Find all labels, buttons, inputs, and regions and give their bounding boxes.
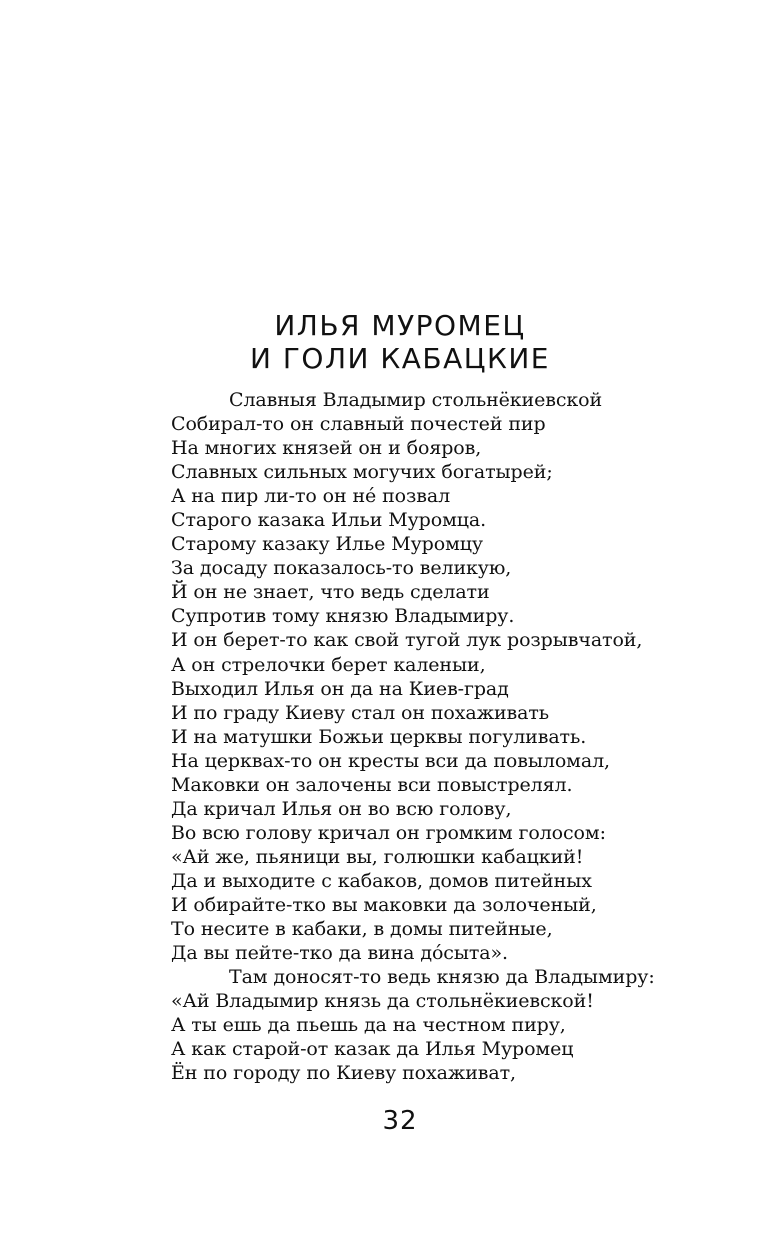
poem-verse [171, 388, 731, 1085]
verse-line: На многих князей он и бояров, [171, 437, 482, 460]
verse-line: «Ай же, пьяници вы, голюшки кабацкий! [171, 845, 584, 868]
verse-line: Да и выходите с кабаков, домов питейных [171, 869, 592, 892]
verse-line: А на пир ли-то он не́ позвал [171, 485, 451, 508]
verse-line: Й он не знает, что ведь сделати [171, 581, 490, 604]
verse-line: Маковки он залочены вси повыстрелял. [171, 773, 573, 796]
verse-line: Старому казаку Илье Муромцу [171, 533, 483, 556]
verse-line: И по граду Киеву стал он похаживать [171, 701, 550, 724]
verse-line: На церквах-то он кресты вси да повыломал, [171, 749, 610, 772]
verse-line: Во всю голову кричал он громким голосом: [171, 821, 606, 844]
verse-line: Собирал-то он славный почестей пир [171, 413, 546, 436]
verse-line: И на матушки Божьи церквы погуливать. [171, 725, 587, 748]
poem-title-line-2: И ГОЛИ КАБАЦКИЕ [249, 342, 550, 375]
verse-line: Славныя Владымир стольнёкиевской [229, 389, 603, 411]
verse-line: «Ай Владымир князь да стольнёкиевской! [171, 990, 594, 1013]
page-number: 32 [382, 1106, 418, 1136]
verse-line: Там доносят-то ведь князю да Владымиру: [229, 966, 655, 989]
verse-line: А как старой-от казак да Илья Муромец [171, 1038, 574, 1061]
verse-line: Старого казака Ильи Муромца. [171, 509, 487, 532]
verse-line: За досаду показалось-то великую, [171, 557, 512, 580]
verse-line: И обирайте-тко вы маковки да золоченый, [171, 893, 597, 916]
poem-title-line-1: ИЛЬЯ МУРОМЕЦ [274, 309, 526, 342]
verse-line: Да вы пейте-тко да вина до́сыта». [171, 942, 508, 965]
verse-line: Ён по городу по Киеву похаживат, [171, 1062, 516, 1085]
verse-line: Выходил Илья он да на Киев-град [171, 677, 509, 700]
verse-line: Славных сильных могучих богатырей; [171, 461, 553, 484]
verse-line: И он берет-то как свой тугой лук розрывчатой, [171, 629, 643, 652]
verse-line: Супротив тому князю Владымиру. [171, 605, 515, 628]
verse-line: А ты ешь да пьешь да на честном пиру, [171, 1014, 566, 1037]
verse-line: А он стрелочки берет каленыи, [171, 653, 486, 676]
verse-line: То несите в кабаки, в домы питейные, [171, 918, 553, 941]
verse-line: Да кричал Илья он во всю голову, [171, 797, 512, 820]
